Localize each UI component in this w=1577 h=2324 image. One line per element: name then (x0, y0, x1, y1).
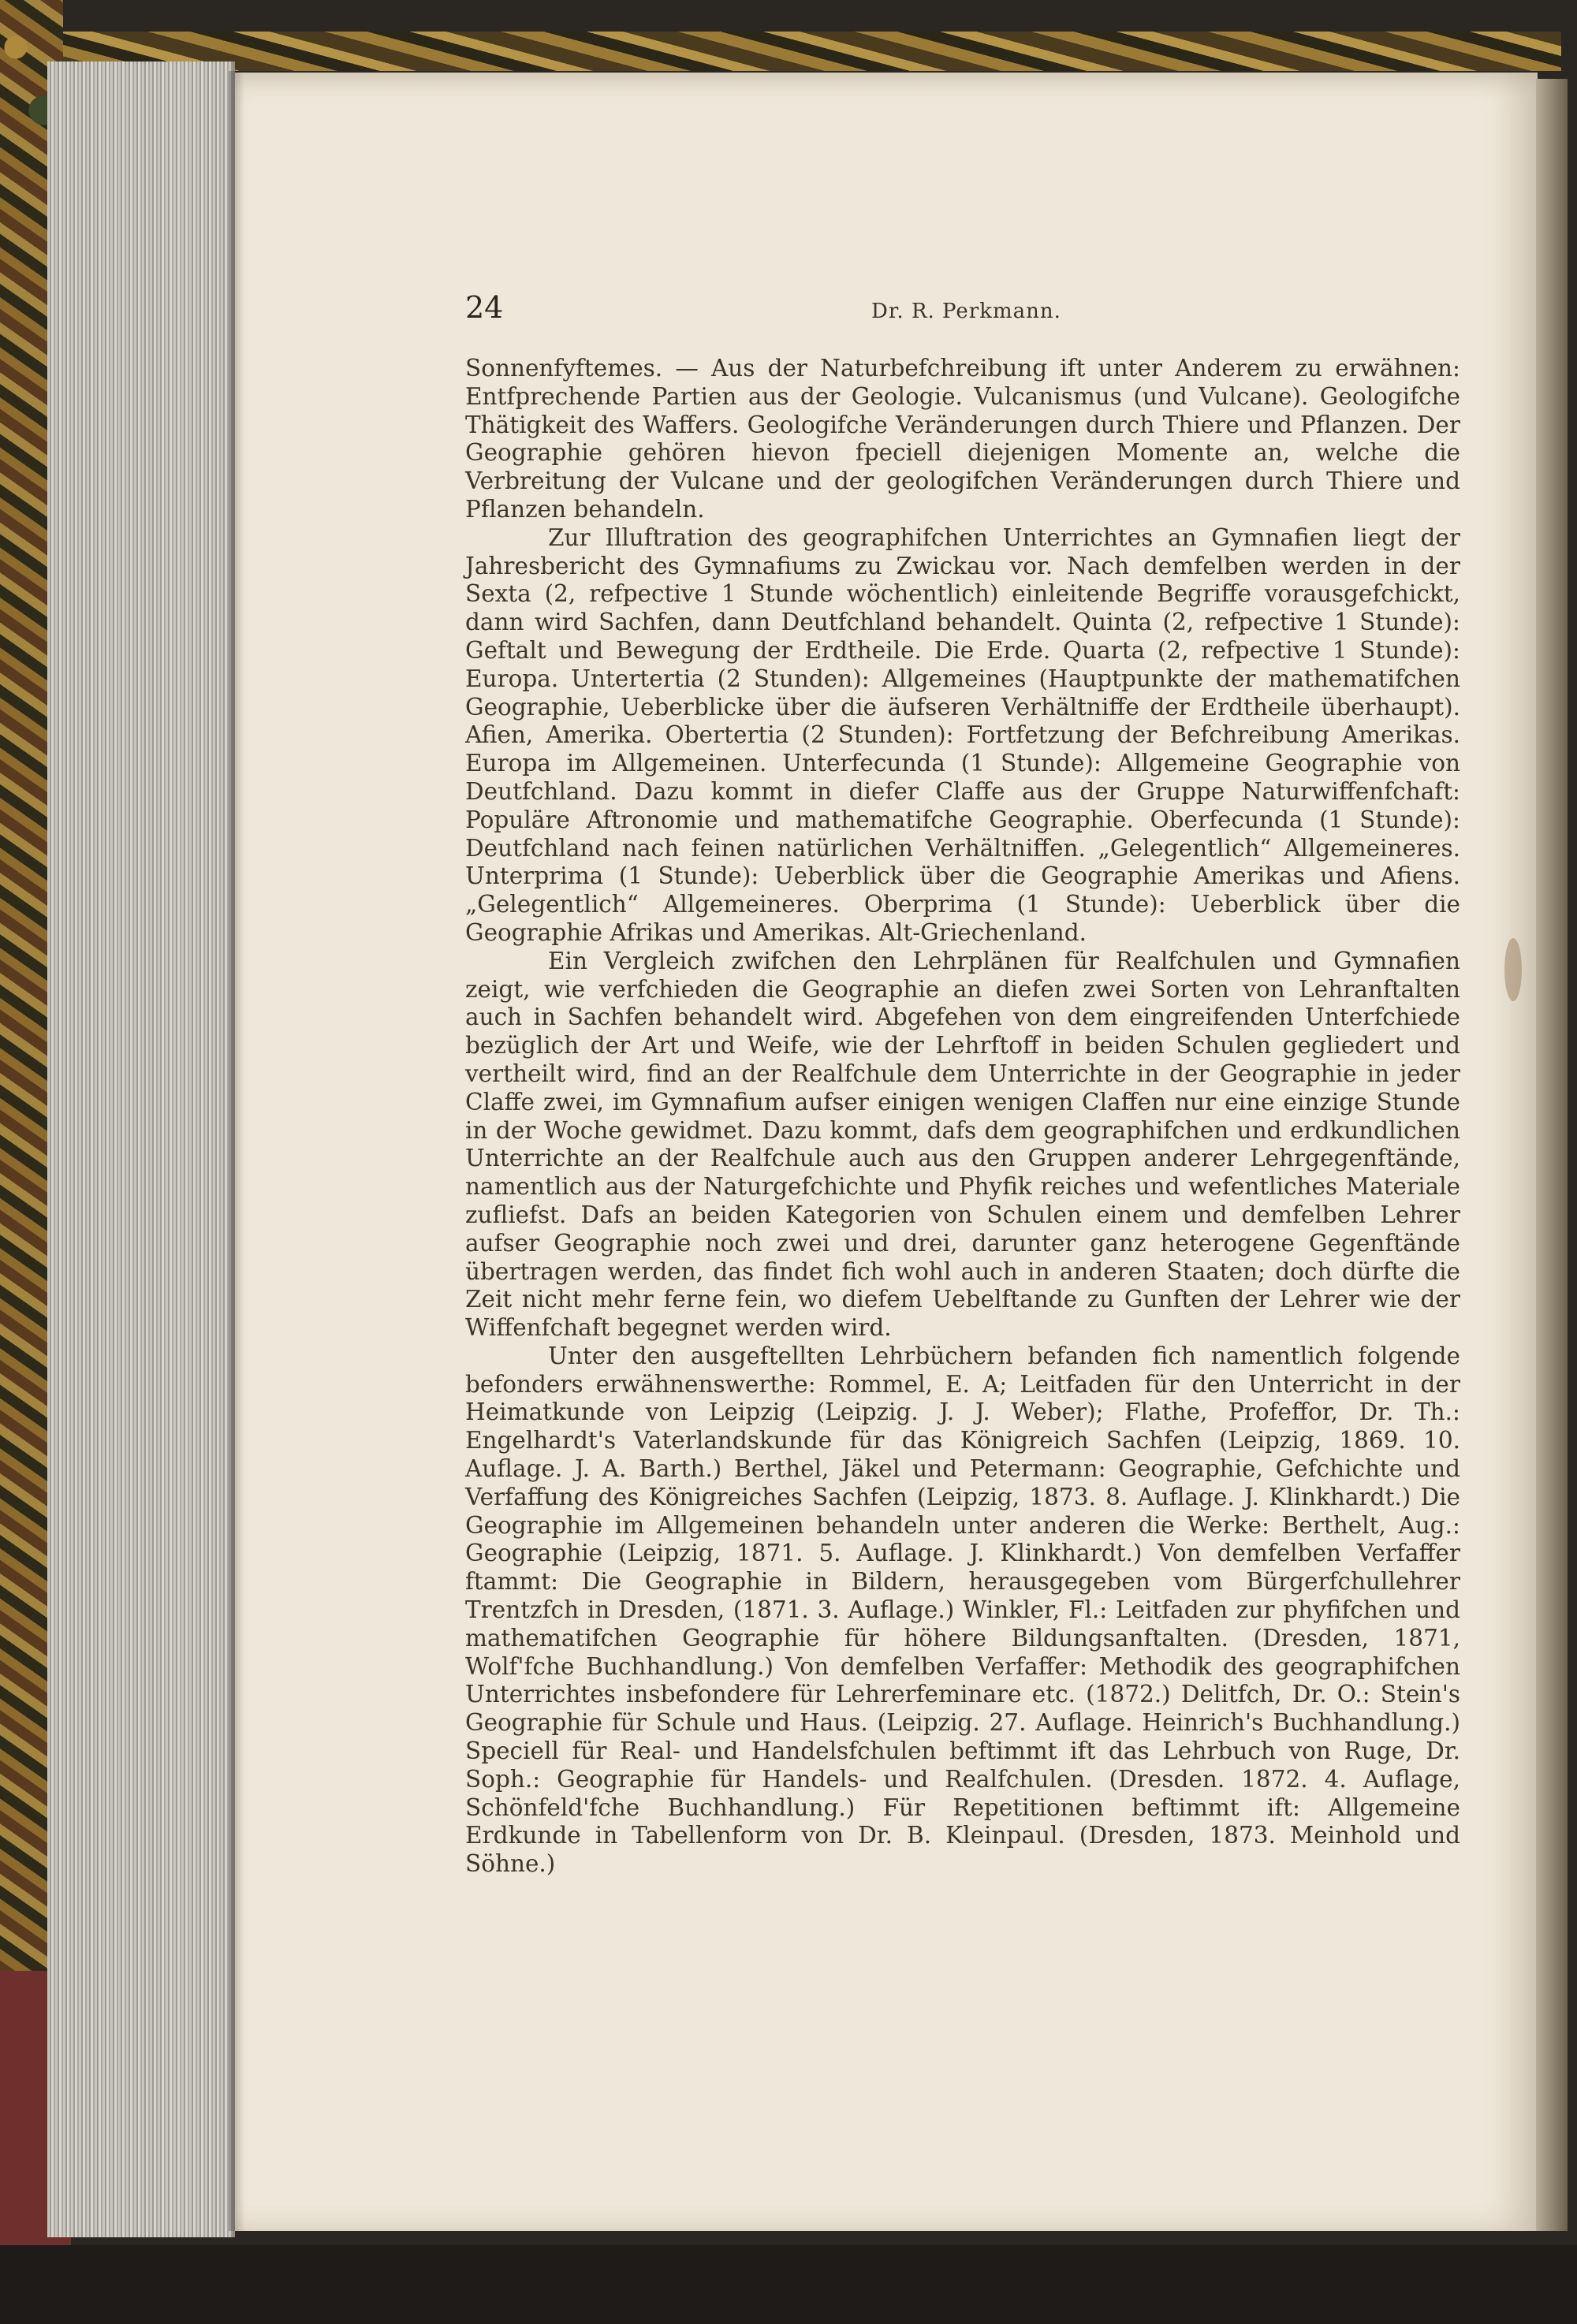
paragraph-2: Zur Illuftration des geographifchen Unterrichtes an Gymnafien liegt der Jahresbericht des Gymnafiums zu Zwickau vor. Nach demfelben werden in der Sexta (2, refpective 1 Stunde wöchentlich) einleitende Begriffe vorausgefchickt, dann wird Sachfen, dann Deutfchland behandelt. Quinta (2, refpective 1 Stunde): Geftalt und Bewegung der Erdtheile. Die Erde. Quarta (2, refpective 1 Stunde): Europa. Untertertia (2 Stunden): Allgemeines (Hauptpunkte der mathematifchen Geographie, Ueberblicke über die äufseren Verhältniffe der Erdtheile überhaupt). Afien, Amerika. Obertertia (2 Stunden): Fortfetzung der Befchreibung Amerikas. Europa im Allgemeinen. Unterfecunda (1 Stunde): Allgemeine Geographie von Deutfchland. Dazu kommt in diefer Claffe aus der Gruppe Naturwiffenfchaft: Populäre Aftronomie und mathematifche Geographie. Oberfecunda (1 Stunde): Deutfchland nach feinen natürlichen Verhältniffen. „Gelegentlich“ Allgemeineres. Unterprima (1 Stunde): Ueberblick über die Geographie Amerikas und Afiens. „Gelegentlich“ Allgemeineres. Oberprima (1 Stunde): Ueberblick über die Geographie Afrikas und Amerikas. Alt-Griechenland. (465, 523, 1460, 946)
page-edges (47, 61, 235, 2237)
page-number: 24 (465, 290, 504, 325)
body-text (465, 355, 1460, 1879)
gutter-shadow (229, 71, 244, 2231)
paragraph-3: Ein Vergleich zwifchen den Lehrplänen für Realfchulen und Gymnafien zeigt, wie verfchieden die Geographie an diefen zwei Sorten von Lehranftalten auch in Sachfen behandelt wird. Abgefehen von dem eingreifenden Unterfchiede bezüglich der Art und Weife, wie der Lehrftoff in beiden Schulen gegliedert und vertheilt wird, find an der Realfchule dem Unterrichte in der Geographie in jeder Claffe zwei, im Gymnafium aufser einigen wenigen Claffen nur eine einzige Stunde in der Woche gewidmet. Dazu kommt, dafs dem geographifchen und erdkundlichen Unterrichte an der Realfchule auch aus den Gruppen anderer Lehrgegenftände, namentlich aus der Naturgefchichte und Phyfik reiches und wefentliches Materiale zufliefst. Dafs an beiden Kategorien von Schulen einem und demfelben Lehrer aufser Geographie noch zwei und drei, darunter ganz heterogene Gegenftände übertragen werden, das findet fich wohl auch in anderen Staaten; doch dürfte die Zeit nicht mehr ferne fein, wo diefem Uebelftande zu Gunften der Lehrer wie der Wiffenfchaft begegnet werden wird. (465, 947, 1460, 1342)
paragraph-1: Sonnenfyftemes. — Aus der Naturbefchreibung ift unter Anderem zu erwähnen: Entfprechende Partien aus der Geologie. Vulcanismus (und Vulcane). Geologifche Thätigkeit des Waffers. Geologifche Veränderungen durch Thiere und Pflanzen. Der Geographie gehören hievon fpeciell diejenigen Momente an, welche die Verbreitung der Vulcane und der geologifchen Veränderungen durch Thiere und Pflanzen behandeln. (465, 355, 1460, 523)
running-head: Dr. R. Perkmann. (871, 300, 1061, 323)
marbled-cover-top (63, 32, 1561, 71)
paragraph-4: Unter den ausgeftellten Lehrbüchern befanden fich namentlich folgende befonders erwähnenswerthe: Rommel, E. A; Leitfaden für den Unterricht in der Heimatkunde von Leipzig (Leipzig. J. J. Weber); Flathe, Profeffor, Dr. Th.: Engelhardt's Vaterlandskunde für das Königreich Sachfen (Leipzig, 1869. 10. Auflage. J. A. Barth.) Berthel, Jäkel und Petermann: Geographie, Gefchichte und Verfaffung des Königreiches Sachfen (Leipzig, 1873. 8. Auflage. J. Klinkhardt.) Die Geographie im Allgemeinen behandeln unter anderen die Werke: Berthelt, Aug.: Geographie (Leipzig, 1871. 5. Auflage. J. Klinkhardt.) Von demfelben Verfaffer ftammt: Die Geographie in Bildern, herausgegeben vom Bürgerfchullehrer Trentzfch in Dresden, (1871. 3. Auflage.) Winkler, Fl.: Leitfaden zur phyfifchen und mathematifchen Geographie für höhere Bildungsanftalten. (Dresden, 1871, Wolf'fche Buchhandlung.) Von demfelben Verfaffer: Methodik des geographifchen Unterrichtes insbefondere für Lehrerfeminare etc. (1872.) Delitfch, Dr. O.: Stein's Geographie für Schule und Haus. (Leipzig. 27. Auflage. Heinrich's Buchhandlung.) Speciell für Real- und Handelsfchulen beftimmt ift das Lehrbuch von Ruge, Dr. Soph.: Geographie für Handels- und Realfchulen. (Dresden. 1872. 4. Auflage, Schönfeld'fche Buchhandlung.) Für Repetitionen beftimmt ift: Allgemeine Erdkunde in Tabellenform von Dr. B. Kleinpaul. (Dresden, 1873. Meinhold und Söhne.) (465, 1342, 1460, 1878)
scan-bottom-border (0, 2245, 1577, 2324)
paper-stain (1504, 938, 1522, 1001)
page-right-edge (1536, 79, 1568, 2231)
page-header (465, 290, 1463, 337)
